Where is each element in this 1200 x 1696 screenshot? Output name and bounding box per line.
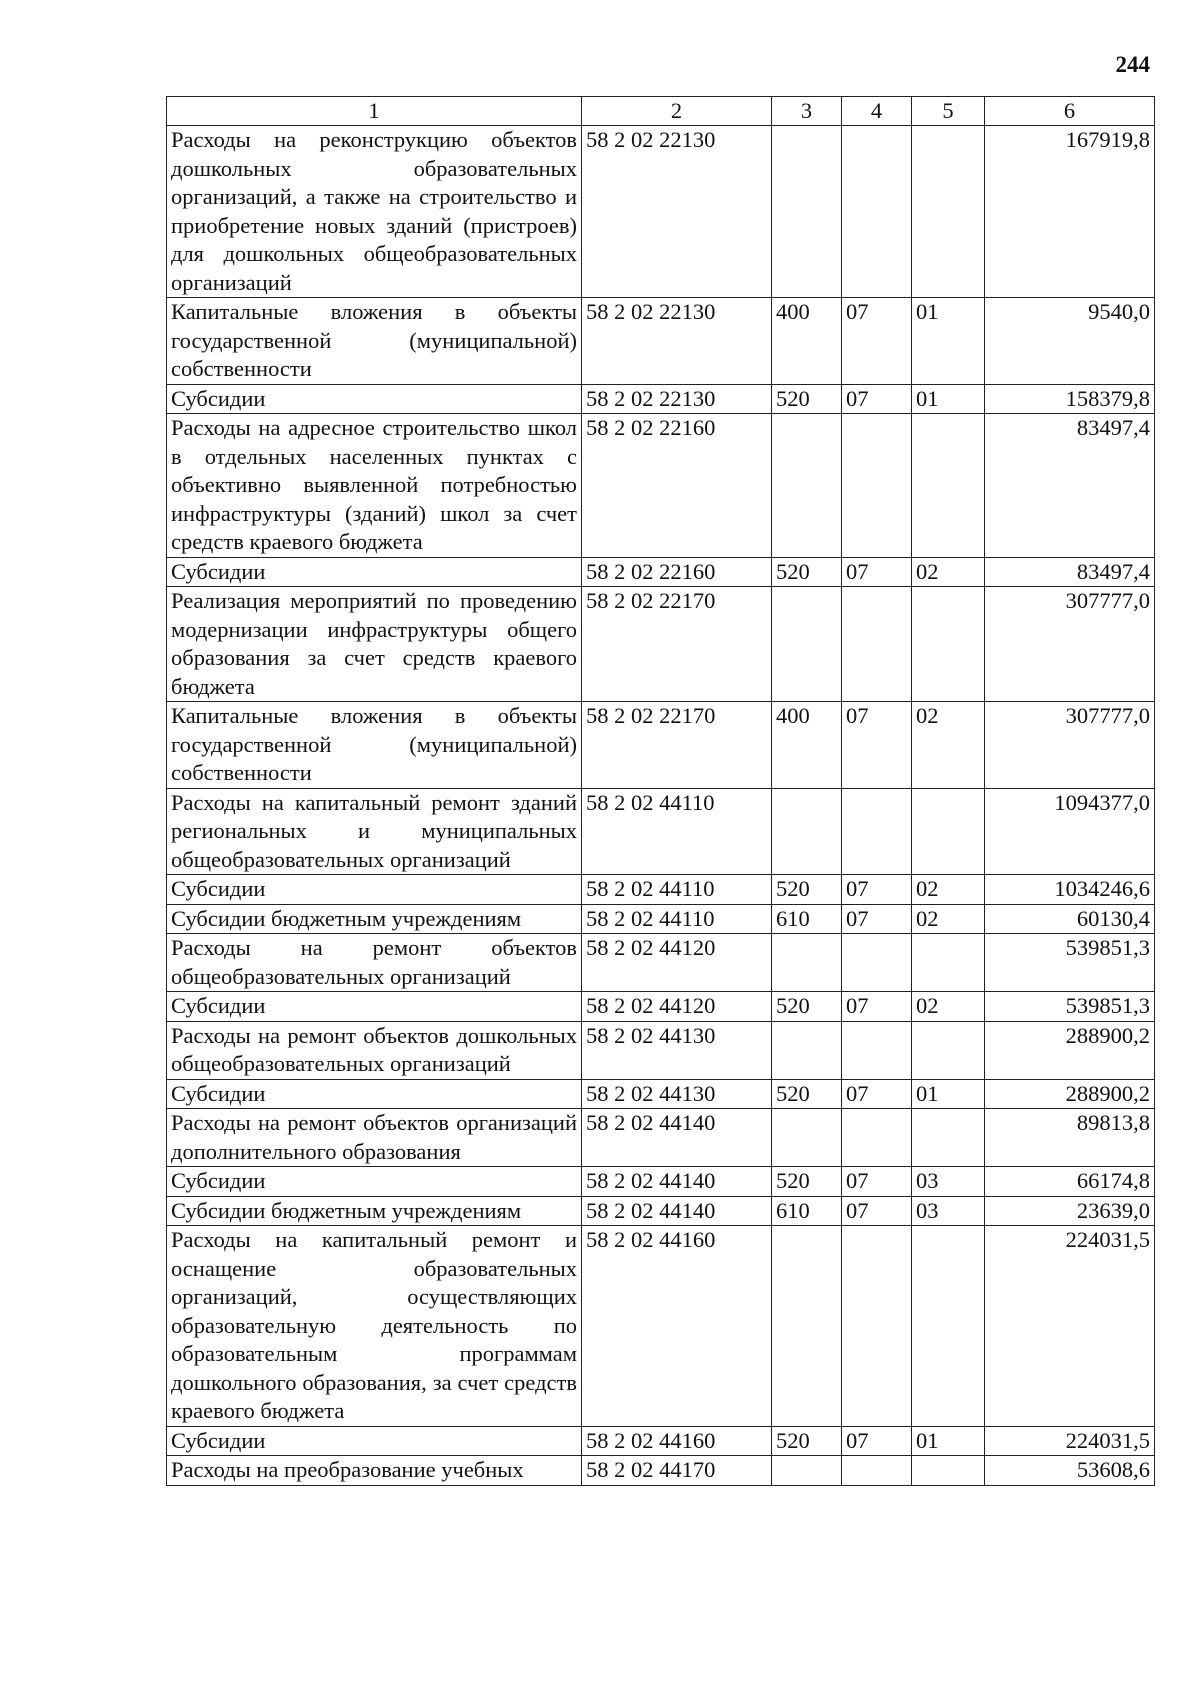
row-description: Субсидии: [167, 557, 582, 587]
table-row: [167, 875, 1155, 905]
row-c3: 610: [772, 1196, 842, 1226]
row-c4: 07: [842, 298, 912, 385]
row-c5: [912, 587, 985, 702]
row-c4: 07: [842, 1079, 912, 1109]
row-c4: [842, 1226, 912, 1427]
row-code: 58 2 02 44170: [582, 1456, 772, 1486]
row-c4: 07: [842, 557, 912, 587]
row-c3: 520: [772, 384, 842, 414]
row-description: Расходы на капитальный ремонт зданий региональных и муниципальных общеобразовательных организаций: [167, 788, 582, 875]
table-row: [167, 557, 1155, 587]
column-header-5: 5: [912, 97, 985, 126]
row-c3: 520: [772, 1426, 842, 1456]
row-code: 58 2 02 22160: [582, 414, 772, 558]
row-c5: [912, 1226, 985, 1427]
row-c3: 400: [772, 298, 842, 385]
table-row: [167, 126, 1155, 298]
row-description: Субсидии бюджетным учреждениям: [167, 904, 582, 934]
column-header-6: 6: [985, 97, 1155, 126]
row-c4: [842, 414, 912, 558]
row-amount: 539851,3: [985, 934, 1155, 992]
row-c4: [842, 934, 912, 992]
row-amount: 167919,8: [985, 126, 1155, 298]
row-description: Капитальные вложения в объекты государственной (муниципальной) собственности: [167, 298, 582, 385]
column-number-row: [167, 97, 1155, 126]
row-c4: [842, 126, 912, 298]
table-row: [167, 1167, 1155, 1197]
row-amount: 83497,4: [985, 414, 1155, 558]
row-code: 58 2 02 44110: [582, 875, 772, 905]
table-row: [167, 1109, 1155, 1167]
row-description: Расходы на преобразование учебных: [167, 1456, 582, 1486]
row-code: 58 2 02 22130: [582, 384, 772, 414]
table-row: [167, 1226, 1155, 1427]
table-body: [167, 126, 1155, 1486]
row-amount: 288900,2: [985, 1079, 1155, 1109]
row-c3: [772, 126, 842, 298]
row-amount: 307777,0: [985, 702, 1155, 789]
row-c3: 610: [772, 904, 842, 934]
row-c3: [772, 934, 842, 992]
row-c5: 02: [912, 904, 985, 934]
row-amount: 53608,6: [985, 1456, 1155, 1486]
column-header-1: 1: [167, 97, 582, 126]
column-header-3: 3: [772, 97, 842, 126]
row-c4: 07: [842, 992, 912, 1022]
row-description: Расходы на адресное строительство школ в отдельных населенных пунктах с объективно выявленной потребностью инфраструктуры (зданий) школ за счет средств краевого бюджета: [167, 414, 582, 558]
column-header-2: 2: [582, 97, 772, 126]
row-c5: [912, 126, 985, 298]
row-code: 58 2 02 22130: [582, 298, 772, 385]
row-code: 58 2 02 44160: [582, 1426, 772, 1456]
row-c5: [912, 1456, 985, 1486]
row-c5: 02: [912, 702, 985, 789]
row-code: 58 2 02 44140: [582, 1167, 772, 1197]
row-c4: [842, 788, 912, 875]
row-code: 58 2 02 44140: [582, 1109, 772, 1167]
row-c3: [772, 788, 842, 875]
table-row: [167, 992, 1155, 1022]
row-c5: [912, 1109, 985, 1167]
row-c5: 03: [912, 1167, 985, 1197]
row-c3: 520: [772, 1079, 842, 1109]
row-code: 58 2 02 22160: [582, 557, 772, 587]
row-description: Субсидии: [167, 875, 582, 905]
row-c4: 07: [842, 384, 912, 414]
row-c5: [912, 934, 985, 992]
table-row: [167, 788, 1155, 875]
row-code: 58 2 02 44120: [582, 934, 772, 992]
row-description: Субсидии: [167, 1426, 582, 1456]
row-code: 58 2 02 44160: [582, 1226, 772, 1427]
budget-table: [166, 96, 1155, 1486]
row-c4: 07: [842, 904, 912, 934]
table-row: [167, 1456, 1155, 1486]
row-amount: 539851,3: [985, 992, 1155, 1022]
row-c4: 07: [842, 1426, 912, 1456]
row-amount: 9540,0: [985, 298, 1155, 385]
row-amount: 1094377,0: [985, 788, 1155, 875]
row-c5: 01: [912, 384, 985, 414]
row-description: Субсидии: [167, 384, 582, 414]
row-description: Расходы на ремонт объектов организаций дополнительного образования: [167, 1109, 582, 1167]
row-amount: 1034246,6: [985, 875, 1155, 905]
table-row: [167, 934, 1155, 992]
row-c3: 520: [772, 992, 842, 1022]
row-c5: 01: [912, 1426, 985, 1456]
row-c5: 01: [912, 298, 985, 385]
row-description: Реализация мероприятий по проведению модернизации инфраструктуры общего образования за счет средств краевого бюджета: [167, 587, 582, 702]
row-amount: 307777,0: [985, 587, 1155, 702]
row-code: 58 2 02 44110: [582, 788, 772, 875]
row-c5: [912, 1021, 985, 1079]
row-c4: 07: [842, 1196, 912, 1226]
row-description: Капитальные вложения в объекты государственной (муниципальной) собственности: [167, 702, 582, 789]
row-amount: 89813,8: [985, 1109, 1155, 1167]
table-row: [167, 1079, 1155, 1109]
row-c4: 07: [842, 1167, 912, 1197]
row-c5: 01: [912, 1079, 985, 1109]
row-c3: 400: [772, 702, 842, 789]
row-c5: 02: [912, 992, 985, 1022]
row-amount: 66174,8: [985, 1167, 1155, 1197]
row-c3: [772, 1021, 842, 1079]
table-row: [167, 1021, 1155, 1079]
row-code: 58 2 02 44120: [582, 992, 772, 1022]
table-row: [167, 904, 1155, 934]
row-c5: 02: [912, 875, 985, 905]
row-code: 58 2 02 22170: [582, 702, 772, 789]
row-c4: 07: [842, 702, 912, 789]
table-row: [167, 1196, 1155, 1226]
row-c3: 520: [772, 557, 842, 587]
row-c3: 520: [772, 875, 842, 905]
row-c4: [842, 1021, 912, 1079]
row-c3: [772, 1226, 842, 1427]
row-description: Субсидии: [167, 992, 582, 1022]
table-row: [167, 587, 1155, 702]
row-code: 58 2 02 44140: [582, 1196, 772, 1226]
table-row: [167, 1426, 1155, 1456]
row-c3: [772, 1456, 842, 1486]
page-number: 244: [1115, 52, 1150, 77]
row-amount: 83497,4: [985, 557, 1155, 587]
table-row: [167, 414, 1155, 558]
row-c3: [772, 414, 842, 558]
column-header-4: 4: [842, 97, 912, 126]
row-description: Расходы на капитальный ремонт и оснащение образовательных организаций, осуществляющих образовательную деятельность по образовательным программам дошкольного образования, за счет средств краевого бюджета: [167, 1226, 582, 1427]
row-c5: [912, 414, 985, 558]
row-c4: [842, 1109, 912, 1167]
row-amount: 224031,5: [985, 1426, 1155, 1456]
row-code: 58 2 02 22130: [582, 126, 772, 298]
row-c5: [912, 788, 985, 875]
row-code: 58 2 02 44130: [582, 1079, 772, 1109]
row-description: Субсидии: [167, 1167, 582, 1197]
row-description: Расходы на ремонт объектов общеобразовательных организаций: [167, 934, 582, 992]
row-c5: 03: [912, 1196, 985, 1226]
row-amount: 23639,0: [985, 1196, 1155, 1226]
row-description: Субсидии: [167, 1079, 582, 1109]
row-amount: 60130,4: [985, 904, 1155, 934]
row-code: 58 2 02 22170: [582, 587, 772, 702]
row-c4: 07: [842, 875, 912, 905]
row-c4: [842, 1456, 912, 1486]
row-amount: 224031,5: [985, 1226, 1155, 1427]
row-amount: 158379,8: [985, 384, 1155, 414]
row-c4: [842, 587, 912, 702]
row-code: 58 2 02 44130: [582, 1021, 772, 1079]
row-c3: [772, 587, 842, 702]
row-amount: 288900,2: [985, 1021, 1155, 1079]
row-c3: [772, 1109, 842, 1167]
row-description: Расходы на ремонт объектов дошкольных общеобразовательных организаций: [167, 1021, 582, 1079]
row-description: Расходы на реконструкцию объектов дошкольных образовательных организаций, а также на строительство и приобретение новых зданий (пристроев) для дошкольных общеобразовательных организаций: [167, 126, 582, 298]
row-description: Субсидии бюджетным учреждениям: [167, 1196, 582, 1226]
row-c3: 520: [772, 1167, 842, 1197]
row-c5: 02: [912, 557, 985, 587]
table-row: [167, 298, 1155, 385]
row-code: 58 2 02 44110: [582, 904, 772, 934]
table-row: [167, 384, 1155, 414]
table-row: [167, 702, 1155, 789]
